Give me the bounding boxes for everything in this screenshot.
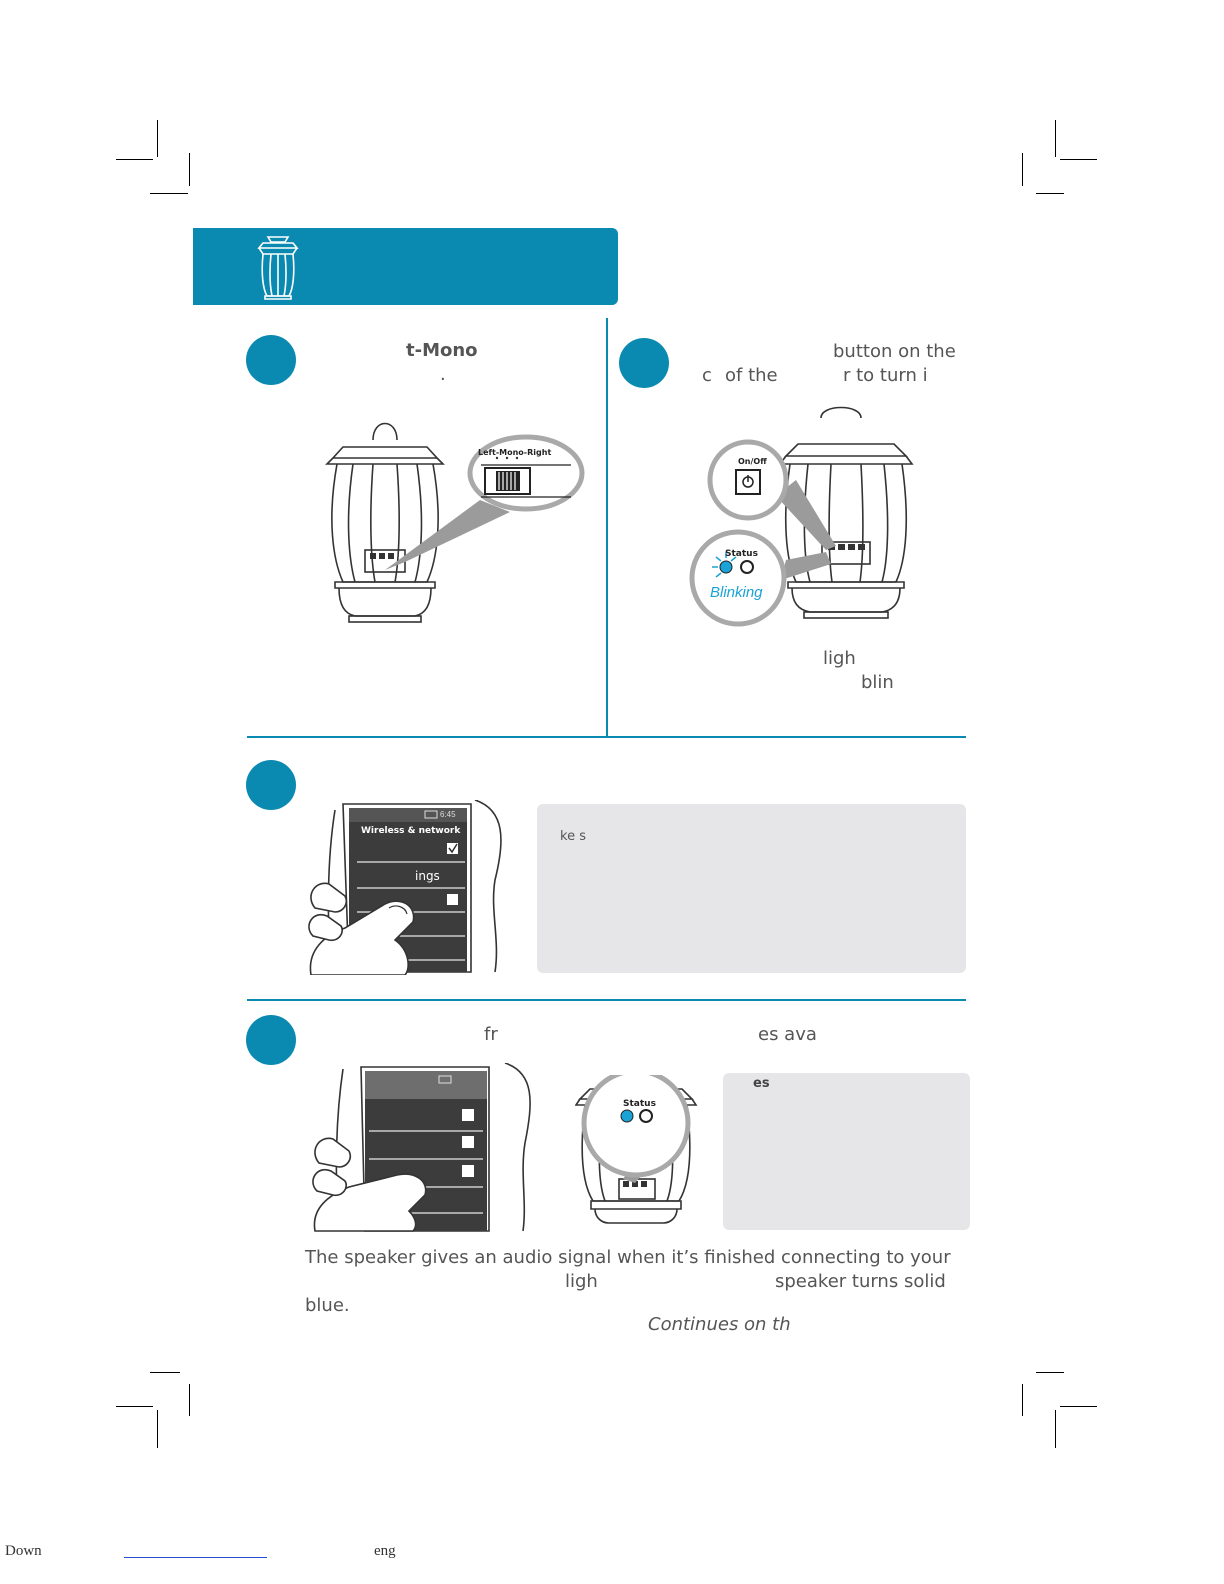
footer-left-text: Down	[5, 1543, 42, 1559]
continues-text: Continues on th	[648, 1314, 791, 1335]
footer-right-text: eng	[374, 1543, 396, 1559]
body-text-line2b: speaker turns solid	[775, 1271, 946, 1292]
body-text-line2a: ligh	[565, 1271, 598, 1292]
step-3-note-text: ke s	[560, 829, 586, 844]
onoff-label: On/Off	[738, 457, 767, 466]
section-divider-1	[247, 736, 966, 738]
status-label: Status	[725, 549, 758, 559]
footer-link[interactable]	[124, 1557, 267, 1558]
phone-time: 6:45	[440, 810, 456, 819]
section-divider-2	[247, 999, 966, 1001]
step-2-caption-line1: ligh	[823, 648, 856, 669]
step-2-text-line2c: r to turn i	[843, 365, 928, 386]
status-label-2: Status	[623, 1099, 656, 1109]
step-2-text-line2a: c	[702, 365, 712, 386]
step-2-text-line1: button on the	[833, 341, 956, 362]
speaker-illustration-status	[575, 1075, 700, 1225]
step-4-note-text: es	[753, 1076, 770, 1091]
step-4-text-a: fr	[484, 1024, 498, 1045]
step-1-text-line2: .	[440, 364, 446, 385]
step-1-text-line1: t-Mono	[406, 340, 478, 361]
speaker-illustration-switch	[315, 410, 590, 625]
step-4-text-b: es ava	[758, 1024, 817, 1045]
lantern-speaker-icon	[255, 234, 301, 300]
phone-bluetooth-illustration	[305, 1063, 533, 1233]
step-4-note-box	[723, 1073, 970, 1230]
switch-label: Left-Mono-Right	[478, 448, 552, 457]
blinking-label: Blinking	[710, 584, 763, 601]
column-divider	[606, 318, 608, 736]
step-2-text-line2b: of the	[725, 365, 778, 386]
step-2-caption-line2: blin	[861, 672, 894, 693]
body-text-line1: The speaker gives an audio signal when it’s finished connecting to your	[305, 1247, 951, 1268]
step-3-badge	[246, 760, 296, 810]
body-text-line3: blue.	[305, 1295, 350, 1316]
header-banner	[193, 228, 618, 305]
step-2-badge	[619, 338, 669, 388]
phone-title: Wireless & network	[361, 826, 461, 836]
step-3-note-box	[537, 804, 966, 973]
step-1-badge	[246, 335, 296, 385]
step-4-badge	[246, 1015, 296, 1065]
phone-row-settings: ings	[415, 869, 440, 883]
